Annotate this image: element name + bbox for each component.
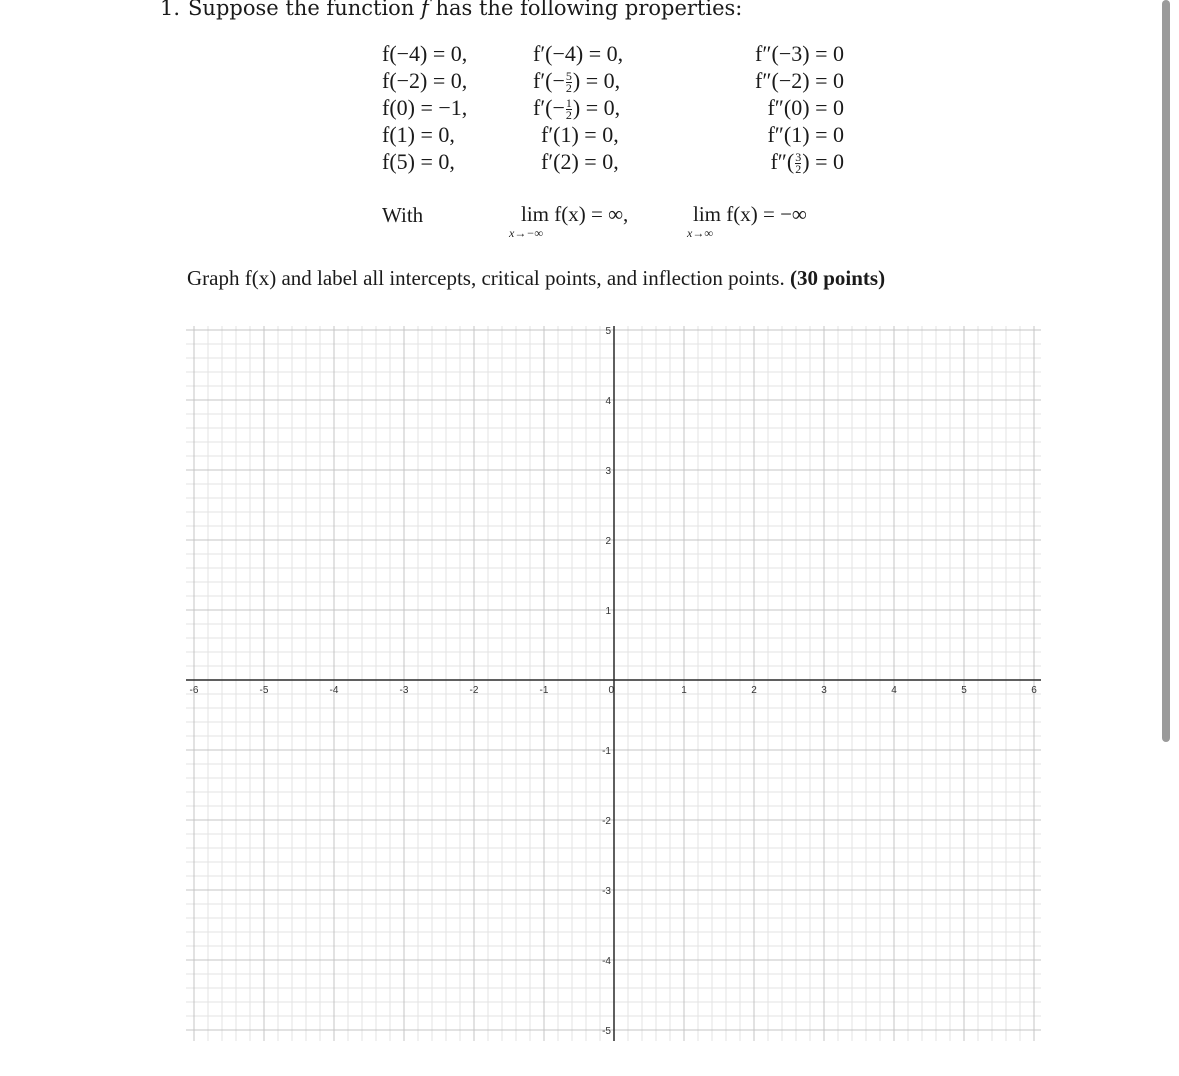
x-tick-label: 1 <box>681 685 687 696</box>
y-tick-label: -1 <box>602 746 611 757</box>
y-tick-label: -5 <box>602 1026 611 1037</box>
x-tick-label: 0 <box>608 685 614 696</box>
y-tick-label: -3 <box>602 886 611 897</box>
question-text-after: has the following properties: <box>435 0 743 20</box>
fprime-value: f′(2) = 0, <box>541 149 619 174</box>
x-tick-label: -3 <box>399 685 409 696</box>
function-symbol: f <box>421 0 429 20</box>
x-tick-label: -5 <box>259 685 269 696</box>
x-tick-label: 2 <box>751 685 757 696</box>
fdoubleprime-value: f″(0) = 0 <box>767 95 844 120</box>
limit-pos-infinity: lim f(x) = −∞ x→∞ <box>687 202 807 240</box>
limit-neg-infinity: lim f(x) = ∞, x→−∞ <box>509 202 629 240</box>
fraction: $\frac{3}{2}$ <box>795 150 802 177</box>
y-tick-label: 1 <box>605 606 611 617</box>
with-label: With <box>382 203 424 227</box>
fdoubleprime-value: f″(−3) = 0 <box>755 41 844 66</box>
fprime-value: f′(− $\frac{5}{2}$ ) = 0, <box>533 68 621 96</box>
f-value: f(−4) = 0, <box>382 41 468 66</box>
y-tick-label: -4 <box>602 956 611 967</box>
limit-subscript: x→−∞ <box>509 226 543 240</box>
axes <box>186 326 1041 1041</box>
y-tick-label: 2 <box>605 536 611 547</box>
y-tick-label: -2 <box>602 816 611 827</box>
x-tick-label: 3 <box>821 685 827 696</box>
fdoubleprime-value: f″(1) = 0 <box>767 122 844 147</box>
fprime-value: f′(1) = 0, <box>541 122 619 147</box>
question-number: 1. <box>160 0 181 20</box>
fprime-value: f′(−4) = 0, <box>533 41 624 66</box>
f-value: f(0) = −1, <box>382 95 468 120</box>
fraction: $\frac{5}{2}$ <box>565 69 572 96</box>
f-value: f(5) = 0, <box>382 149 455 174</box>
f-value: f(1) = 0, <box>382 122 455 147</box>
points-label: (30 points) <box>789 266 886 290</box>
f-value: f(−2) = 0, <box>382 68 468 93</box>
scrollbar[interactable] <box>1159 0 1179 1076</box>
x-tick-label: 4 <box>891 685 897 696</box>
graph-instruction: Graph f(x) and label all intercepts, critical points, and inflection points. (30 points) <box>187 266 886 290</box>
x-tick-label: -6 <box>189 685 199 696</box>
scrollbar-thumb[interactable] <box>1162 0 1170 742</box>
fprime-value: f′(− $\frac{1}{2}$ ) = 0, <box>533 95 621 123</box>
x-tick-label: -4 <box>329 685 339 696</box>
x-tick-label: -1 <box>539 685 549 696</box>
y-tick-label: 4 <box>605 396 611 407</box>
x-tick-label: 6 <box>1031 685 1037 696</box>
x-tick-label: 5 <box>961 685 967 696</box>
y-tick-label: 5 <box>605 326 611 337</box>
fdoubleprime-value: f″( $\frac{3}{2}$ ) = 0 <box>770 149 844 177</box>
fraction: $\frac{1}{2}$ <box>565 96 572 123</box>
limit-subscript: x→∞ <box>687 226 713 240</box>
x-tick-label: -2 <box>469 685 479 696</box>
fdoubleprime-value: f″(−2) = 0 <box>755 68 844 93</box>
question-text-before: Suppose the function <box>188 0 415 20</box>
y-tick-label: 3 <box>605 466 611 477</box>
